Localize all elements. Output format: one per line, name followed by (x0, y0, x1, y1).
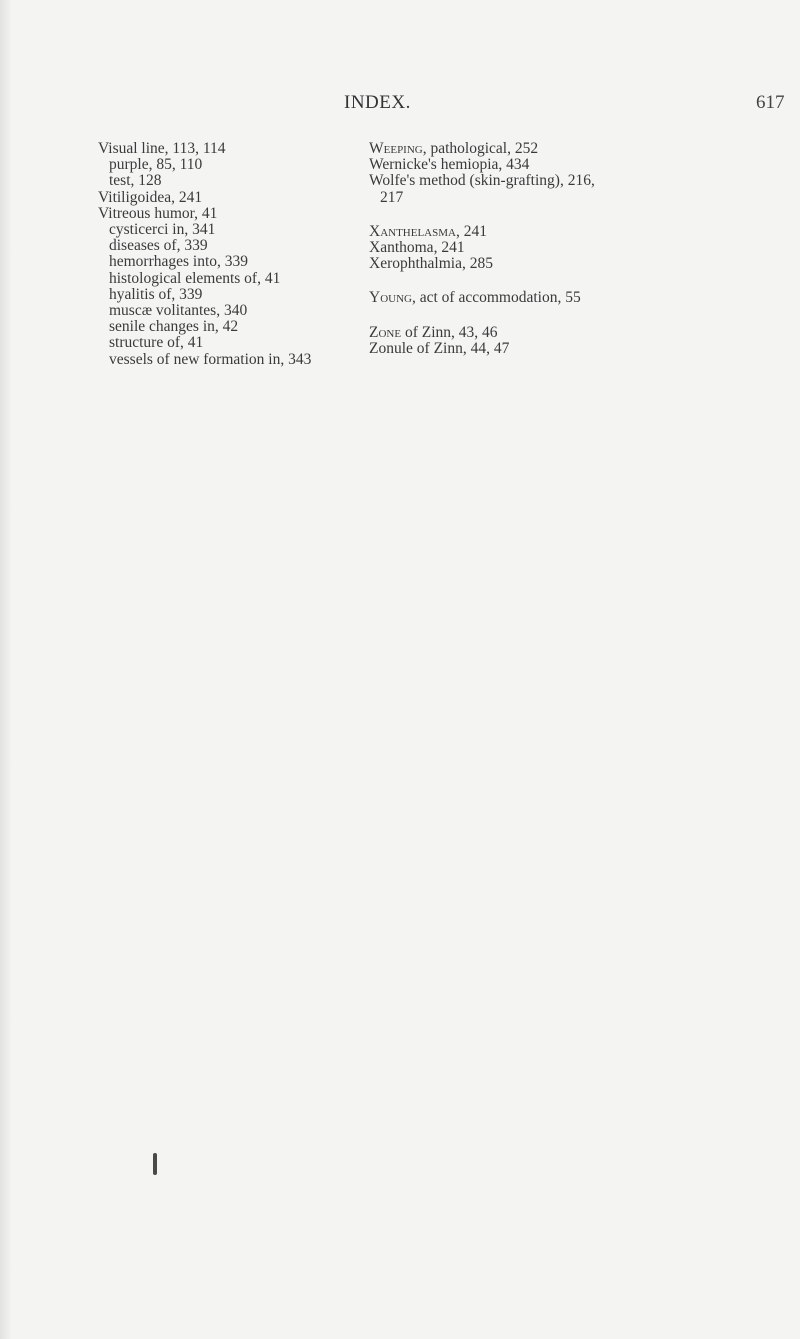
entry-text: of Zinn, 43, 46 (401, 323, 498, 341)
ink-smudge (153, 1153, 157, 1175)
index-subentry: purple, 85, 110 (109, 156, 203, 174)
index-entry (369, 173, 789, 189)
index-entry (369, 157, 789, 173)
index-entry-continuation (369, 190, 789, 206)
entry-text: 217 (380, 188, 404, 206)
entry-lead: Xanthelasma (369, 222, 456, 240)
index-subentry: diseases of, 339 (109, 237, 208, 255)
entry-text: , pathological, 252 (422, 140, 539, 157)
index-subentry: hemorrhages into, 339 (109, 253, 249, 271)
index-entry (369, 141, 789, 157)
page-number: 617 (756, 92, 785, 113)
group-spacer (369, 272, 789, 290)
index-subentry: structure of, 41 (109, 334, 204, 352)
index-subentry: muscæ volitantes, 340 (109, 302, 248, 320)
group-spacer (369, 307, 789, 325)
entry-text: Zonule of Zinn, 44, 47 (369, 339, 510, 357)
entry-text: , 241 (455, 222, 487, 240)
index-subentry: histological elements of, 41 (109, 269, 281, 287)
entry-text: , act of accommodation, 55 (411, 289, 581, 307)
index-subentry: senile changes in, 42 (109, 318, 239, 336)
index-entry (369, 240, 789, 256)
right-index-column (369, 141, 789, 357)
index-entry: Visual line, 113, 114 (98, 140, 226, 157)
entry-text: Xerophthalmia, 285 (369, 255, 493, 273)
left-index-column (98, 141, 368, 368)
index-entry (369, 290, 789, 306)
entry-text: Xanthoma, 241 (369, 239, 465, 257)
index-subentry: cysticerci in, 341 (109, 221, 216, 239)
entry-text: Wernicke's hemiopia, 434 (369, 156, 530, 174)
index-subentry: hyalitis of, 339 (109, 285, 203, 303)
index-entry: Vitreous humor, 41 (98, 204, 218, 222)
page-header (0, 92, 800, 116)
index-entry: Vitiligoidea, 241 (98, 188, 203, 206)
page-title: INDEX. (344, 92, 411, 113)
index-subentry: test, 128 (109, 172, 162, 190)
index-subentry: vessels of new formation in, 343 (109, 350, 312, 368)
page-edge-shadow (0, 0, 12, 1339)
group-spacer (369, 206, 789, 224)
entry-lead: Weeping (369, 140, 423, 157)
entry-text: Wolfe's method (skin-grafting), 216, (369, 172, 595, 190)
entry-lead: Young (369, 289, 412, 307)
index-entry (369, 256, 789, 272)
index-entry (369, 325, 789, 341)
entry-lead: Zone (369, 323, 402, 341)
index-entry (369, 224, 789, 240)
index-entry (369, 341, 789, 357)
